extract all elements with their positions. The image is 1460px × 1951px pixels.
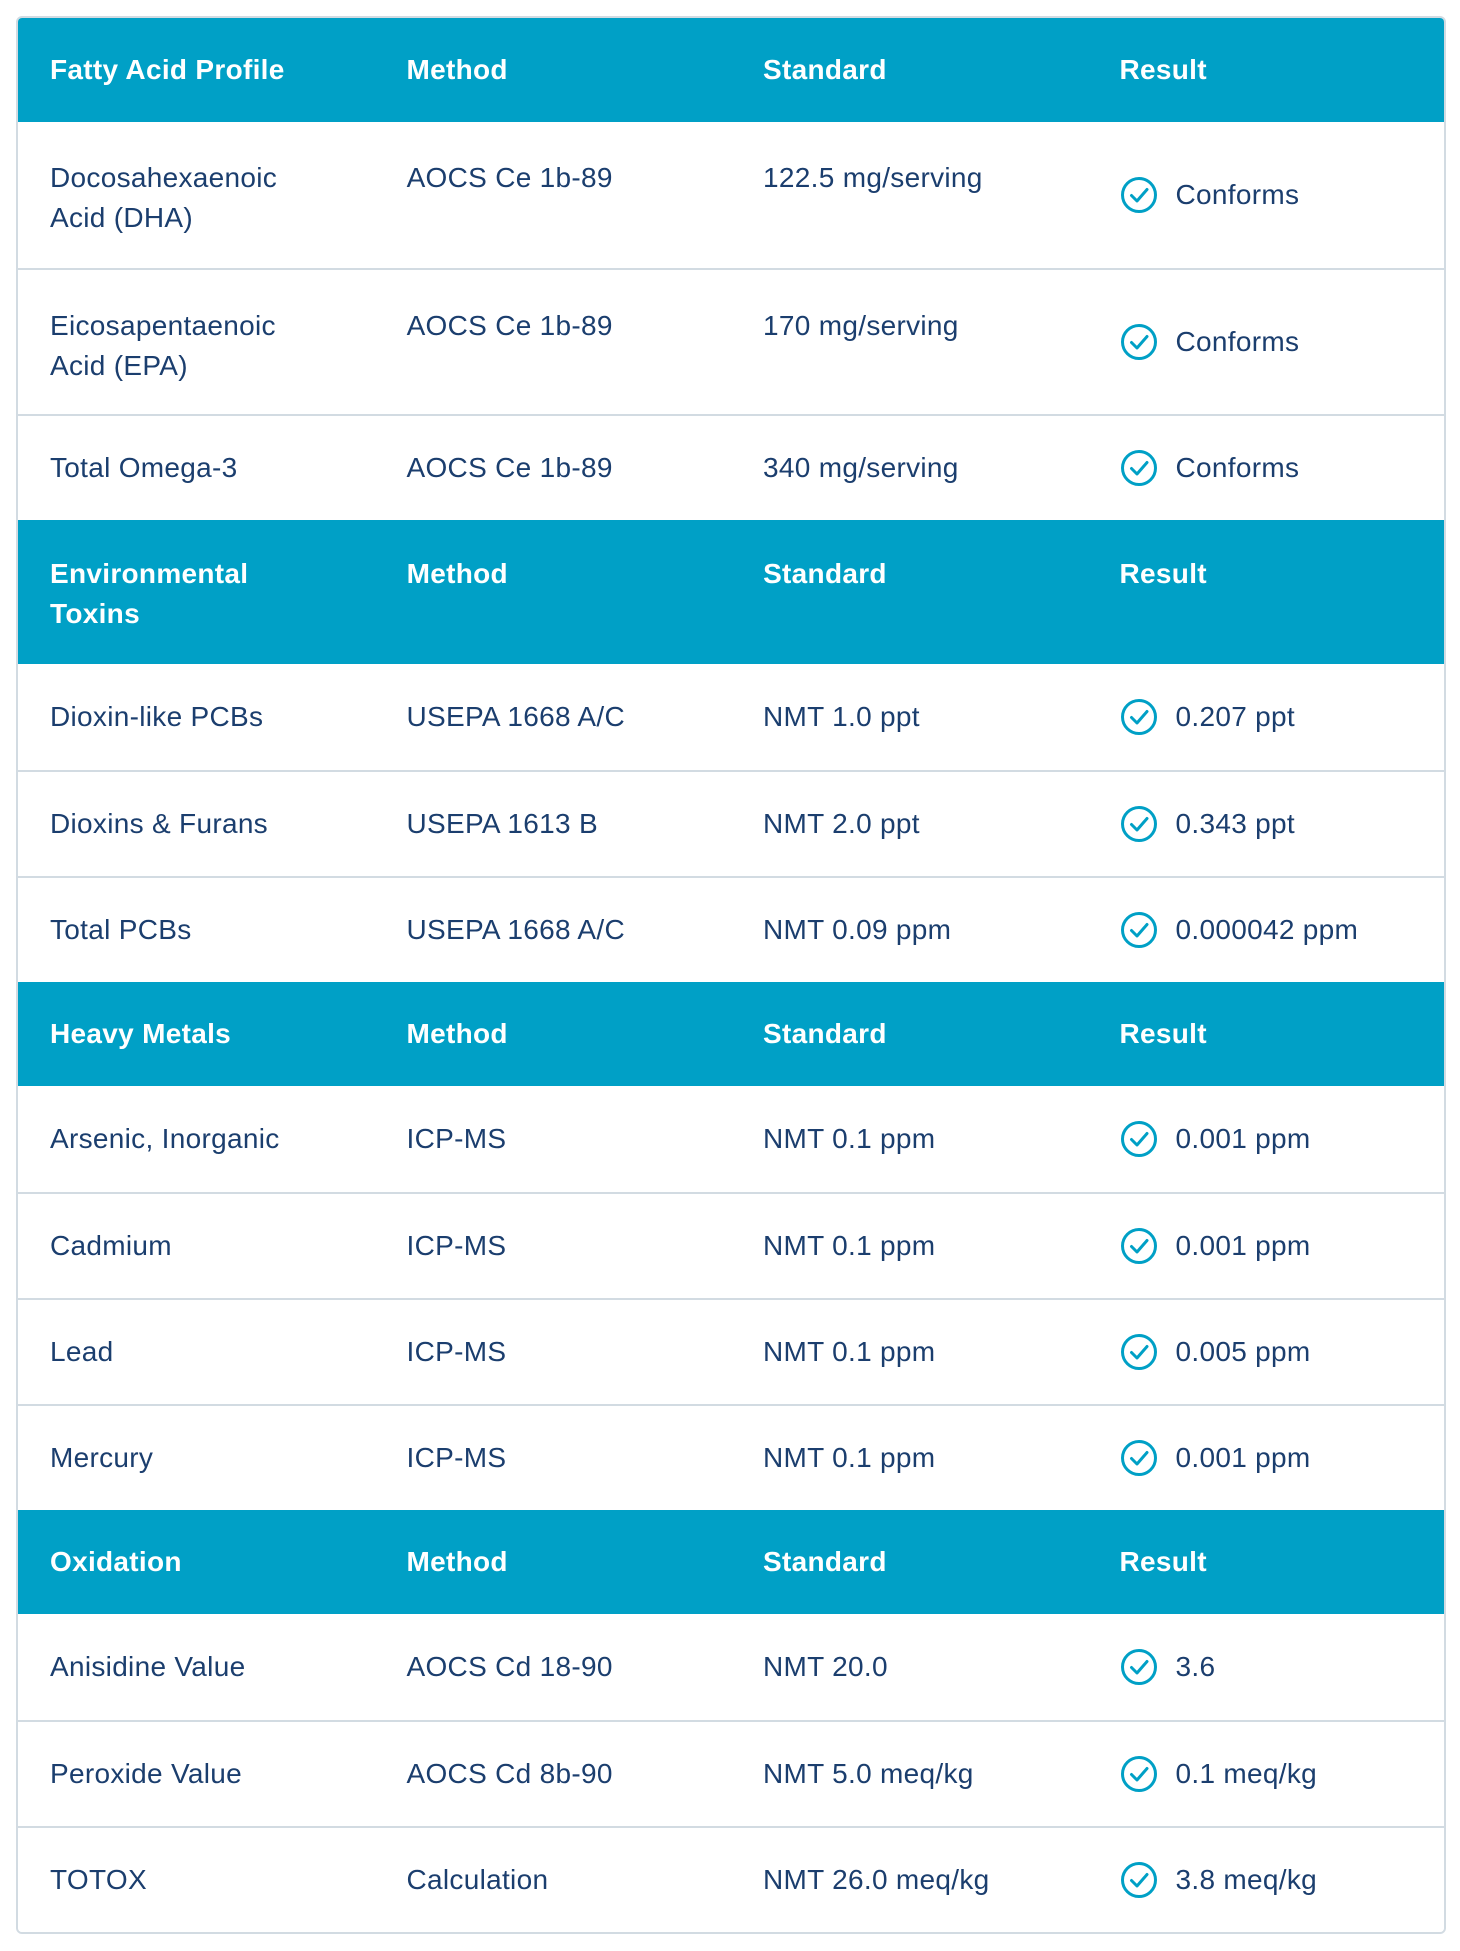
test-standard: NMT 0.09 ppm <box>763 914 952 945</box>
test-standard: 340 mg/serving <box>763 452 959 483</box>
test-name: Arsenic, Inorganic <box>50 1123 280 1154</box>
table-row <box>18 122 1444 268</box>
column-header-result: Result <box>1119 558 1207 589</box>
column-header-result: Result <box>1119 54 1207 85</box>
section-title: Oxidation <box>50 1546 182 1577</box>
section-header-oxidation <box>18 1510 1444 1614</box>
test-standard: NMT 5.0 meq/kg <box>763 1758 974 1789</box>
check-circle-icon <box>1120 176 1158 214</box>
table-row <box>18 414 1444 520</box>
table-row <box>18 1826 1444 1932</box>
result-value: 0.343 ppt <box>1175 808 1295 839</box>
test-name: Dioxin-like PCBs <box>50 701 264 732</box>
test-method: AOCS Ce 1b-89 <box>406 452 613 483</box>
test-method: ICP-MS <box>406 1336 507 1367</box>
section-title: Heavy Metals <box>50 1018 232 1049</box>
result-value: 0.000042 ppm <box>1175 914 1359 945</box>
test-standard: 122.5 mg/serving <box>763 162 983 193</box>
test-standard: 170 mg/serving <box>763 310 959 341</box>
column-header-method: Method <box>406 1018 508 1049</box>
test-standard: NMT 2.0 ppt <box>763 808 920 839</box>
table-row <box>18 876 1444 982</box>
section-title: Environmental Toxins <box>50 558 249 629</box>
result-value: 3.8 meq/kg <box>1175 1864 1318 1895</box>
check-circle-icon <box>1120 1439 1158 1477</box>
section-header-heavy-metals <box>18 982 1444 1086</box>
column-header-standard: Standard <box>763 1546 887 1577</box>
test-standard: NMT 26.0 meq/kg <box>763 1864 990 1895</box>
test-result <box>1088 1226 1445 1266</box>
check-circle-icon <box>1120 1333 1158 1371</box>
test-name: Docosahexaenoic Acid (DHA) <box>50 162 278 233</box>
check-circle-icon <box>1120 1648 1158 1686</box>
result-value: 0.005 ppm <box>1175 1336 1311 1367</box>
column-header-standard: Standard <box>763 54 887 85</box>
test-name: Total PCBs <box>50 914 192 945</box>
test-result <box>1088 175 1444 215</box>
test-method: AOCS Cd 8b-90 <box>406 1758 613 1789</box>
test-method: USEPA 1668 A/C <box>406 914 625 945</box>
table-row <box>18 1192 1444 1298</box>
test-result <box>1088 1332 1445 1372</box>
section-title: Fatty Acid Profile <box>50 54 285 85</box>
test-standard: NMT 0.1 ppm <box>763 1336 936 1367</box>
result-value: 0.207 ppt <box>1175 701 1295 732</box>
section-header-fatty-acid-profile <box>18 18 1444 122</box>
check-circle-icon <box>1120 1227 1158 1265</box>
test-result <box>1088 697 1445 737</box>
test-method: USEPA 1613 B <box>406 808 598 839</box>
test-standard: NMT 1.0 ppt <box>763 701 920 732</box>
column-header-method: Method <box>406 1546 508 1577</box>
test-method: ICP-MS <box>406 1123 507 1154</box>
test-name: Peroxide Value <box>50 1758 243 1789</box>
column-header-result: Result <box>1119 1018 1207 1049</box>
table-row <box>18 1614 1444 1720</box>
test-method: USEPA 1668 A/C <box>406 701 625 732</box>
test-name: Total Omega-3 <box>50 452 238 483</box>
check-circle-icon <box>1120 1861 1158 1899</box>
test-method: ICP-MS <box>406 1442 507 1473</box>
test-method: AOCS Ce 1b-89 <box>406 162 613 193</box>
table-row <box>18 664 1444 770</box>
test-result <box>1088 448 1445 488</box>
check-circle-icon <box>1120 1755 1158 1793</box>
section-header-environmental-toxins <box>18 520 1444 664</box>
result-value: Conforms <box>1175 179 1300 210</box>
table-row <box>18 1720 1444 1826</box>
table-row <box>18 268 1444 414</box>
check-circle-icon <box>1120 698 1158 736</box>
test-results-table <box>16 16 1446 1934</box>
table-row <box>18 1298 1444 1404</box>
test-result <box>1088 804 1445 844</box>
result-value: Conforms <box>1175 452 1300 483</box>
check-circle-icon <box>1120 449 1158 487</box>
test-result <box>1088 1119 1445 1159</box>
test-method: AOCS Ce 1b-89 <box>406 310 613 341</box>
test-name: Dioxins & Furans <box>50 808 268 839</box>
test-result <box>1088 1438 1445 1478</box>
check-circle-icon <box>1120 1120 1158 1158</box>
test-standard: NMT 20.0 <box>763 1651 888 1682</box>
test-result <box>1088 910 1445 950</box>
test-method: Calculation <box>406 1864 549 1895</box>
result-value: 0.001 ppm <box>1175 1442 1311 1473</box>
result-value: Conforms <box>1175 326 1300 357</box>
column-header-standard: Standard <box>763 558 887 589</box>
column-header-method: Method <box>406 54 508 85</box>
test-name: Mercury <box>50 1442 154 1473</box>
column-header-result: Result <box>1119 1546 1207 1577</box>
test-standard: NMT 0.1 ppm <box>763 1442 936 1473</box>
test-name: Cadmium <box>50 1230 172 1261</box>
column-header-standard: Standard <box>763 1018 887 1049</box>
test-name: TOTOX <box>50 1864 147 1895</box>
test-result <box>1088 1647 1445 1687</box>
table-row <box>18 1404 1444 1510</box>
test-method: ICP-MS <box>406 1230 507 1261</box>
check-circle-icon <box>1120 911 1158 949</box>
table-row <box>18 1086 1444 1192</box>
check-circle-icon <box>1120 805 1158 843</box>
test-result <box>1088 322 1444 362</box>
test-name: Lead <box>50 1336 114 1367</box>
table-row <box>18 770 1444 876</box>
test-name: Anisidine Value <box>50 1651 246 1682</box>
test-standard: NMT 0.1 ppm <box>763 1123 936 1154</box>
test-name: Eicosapentaenoic Acid (EPA) <box>50 310 276 381</box>
column-header-method: Method <box>406 558 508 589</box>
test-result <box>1088 1754 1445 1794</box>
result-value: 3.6 <box>1175 1651 1216 1682</box>
test-method: AOCS Cd 18-90 <box>406 1651 613 1682</box>
test-result <box>1088 1860 1445 1900</box>
result-value: 0.1 meq/kg <box>1175 1758 1318 1789</box>
result-value: 0.001 ppm <box>1175 1123 1311 1154</box>
result-value: 0.001 ppm <box>1175 1230 1311 1261</box>
check-circle-icon <box>1120 323 1158 361</box>
test-standard: NMT 0.1 ppm <box>763 1230 936 1261</box>
